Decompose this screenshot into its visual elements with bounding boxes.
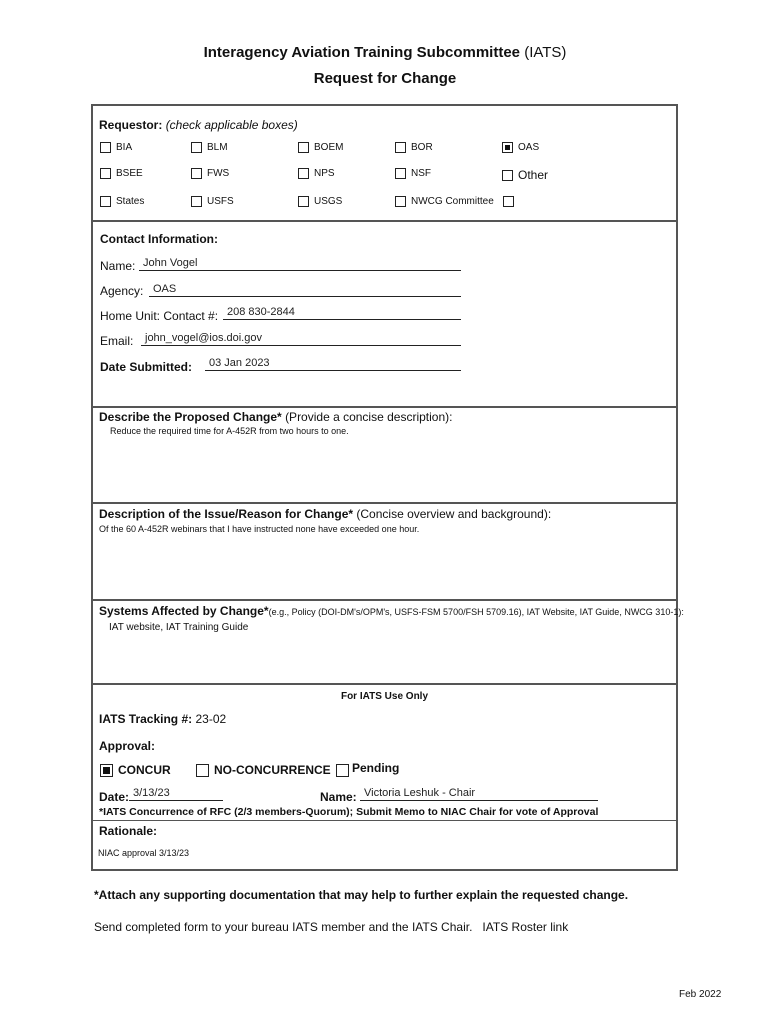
requestor-checkbox[interactable] xyxy=(502,170,513,181)
tracking-row: IATS Tracking #: 23-02 xyxy=(99,712,227,726)
requestor-option-label: NSF xyxy=(411,168,431,179)
agency-label: Agency: xyxy=(100,284,144,298)
requestor-option[interactable] xyxy=(191,168,229,179)
reason-value[interactable]: Of the 60 A-452R webinars that I have instructed none have exceeded one hour. xyxy=(99,524,420,534)
requestor-option[interactable] xyxy=(191,142,228,153)
requestor-option-label: USGS xyxy=(314,196,343,207)
agency-field[interactable]: OAS xyxy=(149,282,461,297)
systems-value[interactable]: IAT website, IAT Training Guide xyxy=(109,622,249,633)
requestor-option[interactable] xyxy=(100,196,144,207)
quorum-note: *IATS Concurrence of RFC (2/3 members-Quorum); Submit Memo to NIAC Chair for vote of Approval xyxy=(99,806,599,818)
page-subtitle: Request for Change xyxy=(313,70,457,87)
version-label: Feb 2022 xyxy=(679,989,722,1000)
requestor-checkbox[interactable] xyxy=(298,142,309,153)
concur-option[interactable]: CONCUR xyxy=(100,763,171,777)
contact-heading: Contact Information: xyxy=(100,232,218,246)
approval-name-label: Name: xyxy=(320,790,357,804)
requestor-option-label: States xyxy=(116,196,145,207)
attach-note: *Attach any supporting documentation that may help to further explain the requested change. xyxy=(94,888,629,902)
title-acronym: (IATS) xyxy=(524,44,567,61)
divider xyxy=(93,406,676,408)
requestor-checkbox[interactable] xyxy=(191,142,202,153)
concur-checkbox[interactable] xyxy=(100,764,113,777)
title-text: Interagency Aviation Training Subcommittee xyxy=(203,44,521,61)
requestor-checkbox[interactable] xyxy=(298,196,309,207)
roster-link[interactable]: IATS Roster link xyxy=(482,920,569,934)
requestor-option-label: NPS xyxy=(314,168,335,179)
requestor-checkbox[interactable] xyxy=(100,168,111,179)
requestor-option-label: OAS xyxy=(518,142,540,153)
requestor-option[interactable] xyxy=(395,142,433,153)
requestor-heading: Requestor: (check applicable boxes) xyxy=(99,118,298,132)
divider xyxy=(93,220,676,222)
requestor-checkbox[interactable] xyxy=(395,196,406,207)
requestor-option[interactable] xyxy=(100,142,132,153)
requestor-option[interactable] xyxy=(298,168,335,179)
requestor-option-label: Other xyxy=(518,168,549,182)
requestor-checkbox[interactable] xyxy=(395,168,406,179)
requestor-option[interactable] xyxy=(395,168,431,179)
pending-label: Pending xyxy=(352,761,400,775)
requestor-option-label: BIA xyxy=(116,142,133,153)
divider xyxy=(93,502,676,504)
requestor-option-label: BLM xyxy=(207,142,228,153)
nonconcurrence-checkbox[interactable] xyxy=(196,764,209,777)
requestor-checkbox[interactable] xyxy=(395,142,406,153)
requestor-option[interactable] xyxy=(298,142,343,153)
send-note: Send completed form to your bureau IATS member and the IATS Chair. IATS Roster link xyxy=(94,920,569,934)
home-unit-field[interactable]: 208 830-2844 xyxy=(223,305,461,320)
rationale-value[interactable]: NIAC approval 3/13/23 xyxy=(98,848,190,858)
requestor-option[interactable] xyxy=(502,168,548,182)
email-field[interactable]: john_vogel@ios.doi.gov xyxy=(141,331,461,346)
divider xyxy=(93,820,676,821)
requestor-option[interactable] xyxy=(100,168,143,179)
requestor-checkbox[interactable] xyxy=(502,142,513,153)
nonconcurrence-option[interactable]: NO-CONCURRENCE xyxy=(196,763,349,777)
requestor-option[interactable] xyxy=(298,196,342,207)
proposed-value[interactable]: Reduce the required time for A-452R from two hours to one. xyxy=(110,426,349,436)
rfc-form xyxy=(91,104,684,871)
requestor-option[interactable] xyxy=(191,196,234,207)
approval-date-label: Date: xyxy=(99,790,130,804)
name-label: Name: xyxy=(100,259,136,273)
date-submitted-field[interactable]: 03 Jan 2023 xyxy=(205,356,461,371)
home-unit-label: Home Unit: Contact #: xyxy=(100,309,219,323)
requestor-checkbox[interactable] xyxy=(100,196,111,207)
requestor-option-label: BSEE xyxy=(116,168,143,179)
requestor-checkbox[interactable] xyxy=(191,196,202,207)
iats-heading: For IATS Use Only xyxy=(340,691,429,702)
proposed-heading: Describe the Proposed Change* (Provide a concise description): xyxy=(99,410,453,424)
requestor-checkbox[interactable] xyxy=(100,142,111,153)
divider xyxy=(93,599,676,601)
name-field[interactable]: John Vogel xyxy=(139,256,461,271)
approval-name-field[interactable]: Victoria Leshuk - Chair xyxy=(360,786,598,801)
requestor-option[interactable] xyxy=(395,196,514,207)
tracking-value[interactable]: 23-02 xyxy=(195,712,227,726)
requestor-option[interactable] xyxy=(502,142,539,153)
approval-date-field[interactable]: 3/13/23 xyxy=(129,786,223,801)
date-submitted-label: Date Submitted: xyxy=(100,360,193,374)
approval-label: Approval: xyxy=(99,739,156,753)
requestor-checkbox[interactable] xyxy=(191,168,202,179)
requestor-option-label: NWCG Committee xyxy=(411,196,494,207)
systems-heading: Systems Affected by Change*(e.g., Policy (DOI-DM's/OPM's, USFS-FSM 5700/FSH 5709.16), IAT Website, IAT Guide, NWCG 310-1): xyxy=(99,604,684,618)
requestor-checkbox[interactable] xyxy=(298,168,309,179)
rationale-label: Rationale: xyxy=(99,824,158,838)
requestor-option-label: BOEM xyxy=(314,142,344,153)
nwcg-extra-checkbox[interactable] xyxy=(503,196,514,207)
divider xyxy=(93,683,676,685)
requestor-option-label: FWS xyxy=(207,168,230,179)
page-title xyxy=(0,44,770,61)
reason-heading: Description of the Issue/Reason for Change* (Concise overview and background): xyxy=(99,507,552,521)
requestor-option-label: USFS xyxy=(207,196,234,207)
email-label: Email: xyxy=(100,334,134,348)
requestor-option-label: BOR xyxy=(411,142,433,153)
pending-checkbox[interactable] xyxy=(336,764,349,777)
